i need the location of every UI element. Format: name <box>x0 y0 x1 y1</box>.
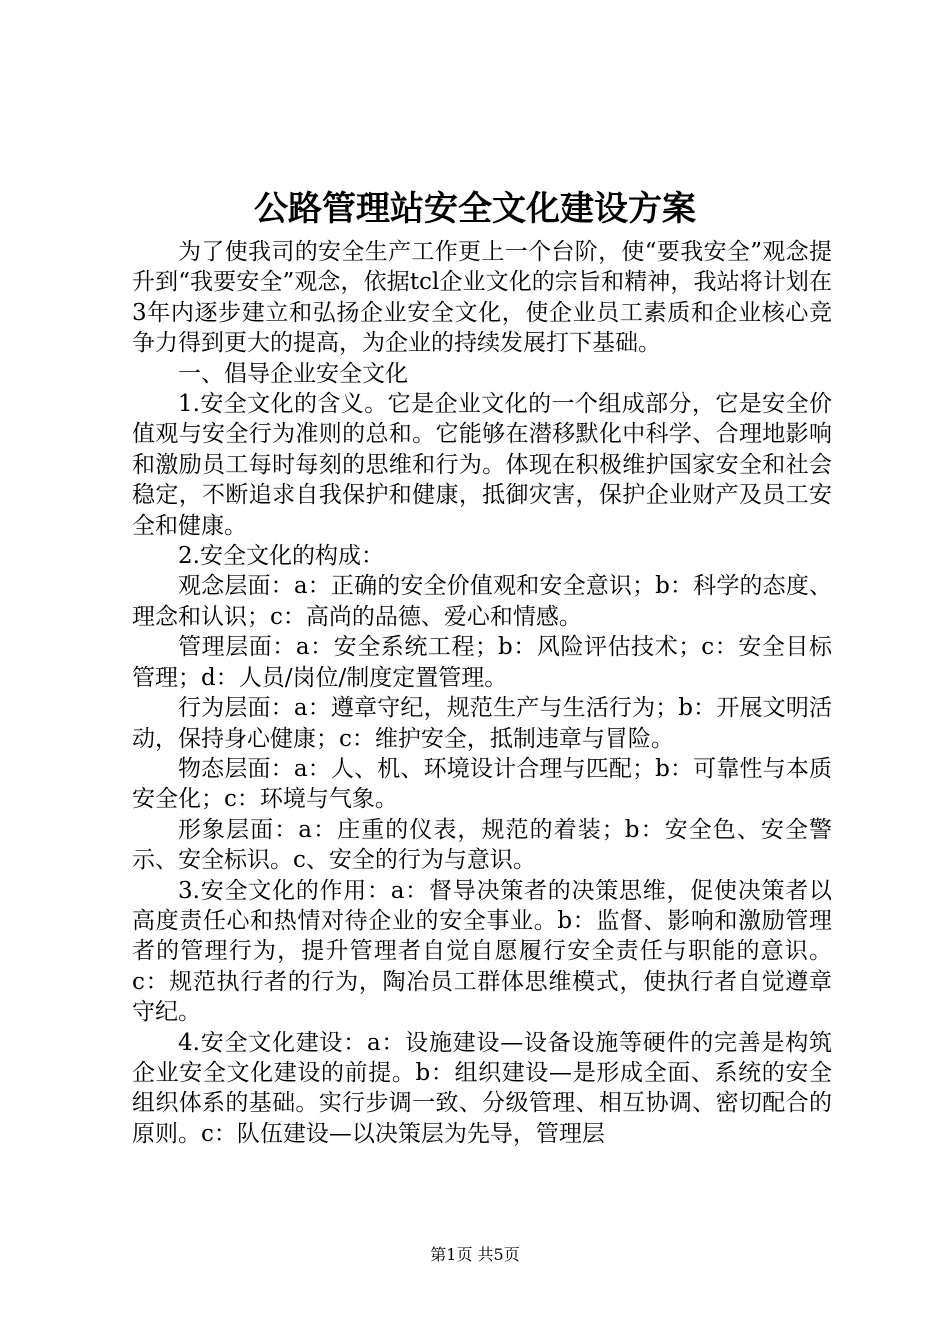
paragraph-intro: 为了使我司的安全生产工作更上一个台阶，使“要我安全”观念提升到“我要安全”观念，依据tcl企业文化的宗旨和精神，我站将计划在3年内逐步建立和弘扬企业安全文化，使企业员工素质和企业核心竞争力得到更大的提高，为企业的持续发展打下基础。 <box>132 239 832 357</box>
document-title: 公路管理站安全文化建设方案 <box>254 189 696 229</box>
document-body <box>132 237 832 1149</box>
paragraph-concept-level: 观念层面：a：正确的安全价值观和安全意识；b：科学的态度、理念和认识；c：高尚的品德、爱心和情感。 <box>132 573 832 630</box>
paragraph-2-composition: 2.安全文化的构成： <box>178 543 384 570</box>
paragraph-image-level: 形象层面：a：庄重的仪表，规范的着装；b：安全色、安全警示、安全标识。c、安全的行为与意识。 <box>132 816 832 874</box>
page-footer: 第1页 共5页 <box>430 1245 520 1264</box>
paragraph-physical-level: 物态层面：a：人、机、环境设计合理与匹配；b：可靠性与本质安全化；c：环境与气象。 <box>132 755 832 813</box>
paragraph-behavior-level: 行为层面：a：遵章守纪，规范生产与生活行为；b：开展文明活动，保持身心健康；c：维护安全，抵制违章与冒险。 <box>132 695 832 752</box>
section-heading-1: 一、倡导企业安全文化 <box>178 360 408 387</box>
paragraph-management-level: 管理层面：a：安全系统工程；b：风险评估技术；c：安全目标管理；d：人员/岗位/制度定置管理。 <box>132 634 832 691</box>
paragraph-4-construction: 4.安全文化建设：a：设施建设—设备设施等硬件的完善是构筑企业安全文化建设的前提。b：组织建设—是形成全面、系统的安全组织体系的基础。实行步调一致、分级管理、相互协调、密切配合的原则。c：队伍建设—以决策层为先导，管理层 <box>132 1029 832 1147</box>
paragraph-1-meaning: 1.安全文化的含义。它是企业文化的一个组成部分，它是安全价值观与安全行为准则的总和。它能够在潜移默化中科学、合理地影响和激励员工每时每刻的思维和行为。体现在积极维护国家安全和社会稳定，不断追求自我保护和健康，抵御灾害，保护企业财产及员工安全和健康。 <box>132 391 832 539</box>
paragraph-3-function: 3.安全文化的作用：a：督导决策者的决策思维，促使决策者以高度责任心和热情对待企业的安全事业。b：监督、影响和激励管理者的管理行为，提升管理者自觉自愿履行安全责任与职能的意识。c：规范执行者的行为，陶冶员工群体思维模式，使执行者自觉遵章守纪。 <box>132 877 832 1026</box>
